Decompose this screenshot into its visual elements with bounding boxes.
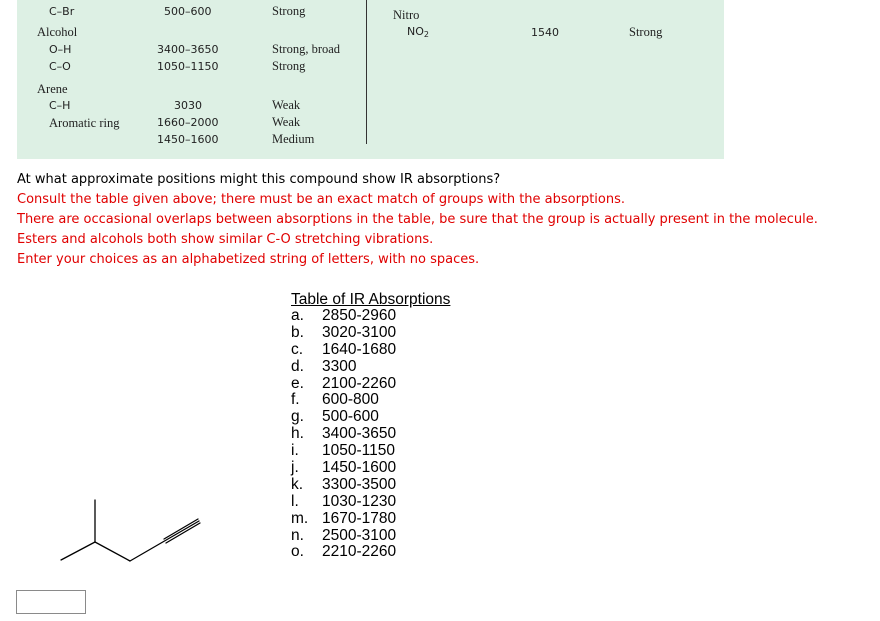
- absorption-option: [291, 359, 450, 376]
- absorption-option: [291, 494, 450, 511]
- absorption-option-range: 3300: [322, 357, 357, 375]
- absorption-option-letter: n.: [291, 526, 304, 544]
- absorption-option: [291, 308, 450, 325]
- absorption-option-letter: f.: [291, 391, 300, 409]
- intensity-no2: Strong: [629, 25, 663, 39]
- intensity-oh: Strong, broad: [272, 42, 341, 56]
- absorption-option: [291, 342, 450, 359]
- absorption-option-letter: g.: [291, 408, 304, 426]
- absorption-option-letter: m.: [291, 509, 309, 527]
- intensity-aromatic-ring-1: Weak: [272, 115, 301, 129]
- absorption-option-range: 2100-2260: [322, 374, 397, 392]
- answer-input[interactable]: [16, 590, 86, 614]
- absorption-option: [291, 511, 450, 528]
- absorption-option-letter: k.: [291, 475, 304, 493]
- intensity-co: Strong: [272, 59, 306, 73]
- column-divider: [366, 0, 367, 144]
- hint-3: Esters and alcohols both show similar C-O stretching vibrations.: [17, 232, 434, 247]
- alkyne-bond-lower: [166, 523, 200, 543]
- range-aromatic-ring-1: 1660–2000: [157, 116, 219, 129]
- absorption-option-range: 2210-2260: [322, 543, 397, 561]
- range-co: 1050–1150: [157, 60, 219, 73]
- hint-4: Enter your choices as an alphabetized string of letters, with no spaces.: [17, 252, 480, 267]
- absorption-option-letter: d.: [291, 357, 304, 375]
- alkyne-bond-upper: [164, 519, 198, 539]
- range-cbr: 500–600: [164, 5, 212, 18]
- chain-bond: [95, 542, 130, 561]
- absorption-option: [291, 544, 450, 561]
- absorption-option-letter: o.: [291, 543, 304, 561]
- absorption-option-letter: i.: [291, 442, 299, 460]
- absorption-option-range: 1450-1600: [322, 459, 397, 477]
- absorption-option: [291, 477, 450, 494]
- alkyne-bond-center: [130, 521, 199, 561]
- intensity-cbr: Strong: [272, 4, 306, 18]
- molecule-structure: [55, 492, 215, 572]
- absorption-option-letter: a.: [291, 307, 304, 324]
- absorption-option: [291, 426, 450, 443]
- group-nitro: Nitro: [393, 8, 420, 22]
- absorption-option-letter: j.: [291, 459, 299, 477]
- hint-2: There are occasional overlaps between absorptions in the table, be sure that the group is actually present in the molecule.: [17, 212, 818, 227]
- methyl-bond-left: [61, 542, 95, 560]
- intensity-aromatic-ring-2: Medium: [272, 132, 315, 146]
- ir-reference-table: [17, 0, 724, 159]
- absorption-option: [291, 392, 450, 409]
- question-prompt: At what approximate positions might this compound show IR absorptions?: [17, 172, 501, 187]
- bond-no2-main: NO: [407, 25, 424, 38]
- bond-oh: O–H: [49, 43, 72, 56]
- bond-aromatic-ring: Aromatic ring: [49, 116, 120, 130]
- bond-arene-ch: C–H: [49, 99, 71, 112]
- absorption-option-range: 3020-3100: [322, 323, 397, 341]
- absorption-option-range: 3300-3500: [322, 475, 397, 493]
- absorption-option: [291, 325, 450, 342]
- absorption-option: [291, 376, 450, 393]
- absorption-option: [291, 443, 450, 460]
- range-oh: 3400–3650: [157, 43, 219, 56]
- absorption-option: [291, 460, 450, 477]
- group-alcohol: Alcohol: [37, 25, 78, 39]
- absorption-option-range: 2850-2960: [322, 307, 397, 324]
- absorption-option-range: 1030-1230: [322, 492, 397, 510]
- group-arene: Arene: [37, 82, 68, 96]
- absorption-option-letter: c.: [291, 340, 304, 358]
- absorption-option-range: 600-800: [322, 391, 379, 409]
- absorption-option-letter: e.: [291, 374, 304, 392]
- range-no2: 1540: [531, 26, 559, 39]
- absorption-option-range: 3400-3650: [322, 425, 397, 443]
- absorption-options-list: [291, 291, 450, 561]
- bond-co: C–O: [49, 60, 71, 73]
- bond-cbr: C–Br: [49, 5, 75, 18]
- absorption-option-range: 1640-1680: [322, 340, 397, 358]
- absorption-option-range: 500-600: [322, 408, 379, 426]
- absorption-option: [291, 409, 450, 426]
- absorption-option-range: 1670-1780: [322, 509, 397, 527]
- bond-no2: [407, 25, 429, 39]
- intensity-arene-ch: Weak: [272, 98, 301, 112]
- absorption-option-range: 2500-3100: [322, 526, 397, 544]
- bond-no2-subscript: 2: [423, 30, 429, 39]
- range-arene-ch: 3030: [174, 99, 202, 112]
- absorption-option-letter: b.: [291, 323, 304, 341]
- absorption-table-title: Table of IR Absorptions: [291, 291, 451, 308]
- range-aromatic-ring-2: 1450–1600: [157, 133, 219, 146]
- hint-1: Consult the table given above; there must be an exact match of groups with the absorptions.: [17, 192, 626, 207]
- absorption-option-letter: l.: [291, 492, 299, 510]
- absorption-option-range: 1050-1150: [322, 442, 395, 460]
- absorption-option-letter: h.: [291, 425, 304, 443]
- absorption-option: [291, 528, 450, 545]
